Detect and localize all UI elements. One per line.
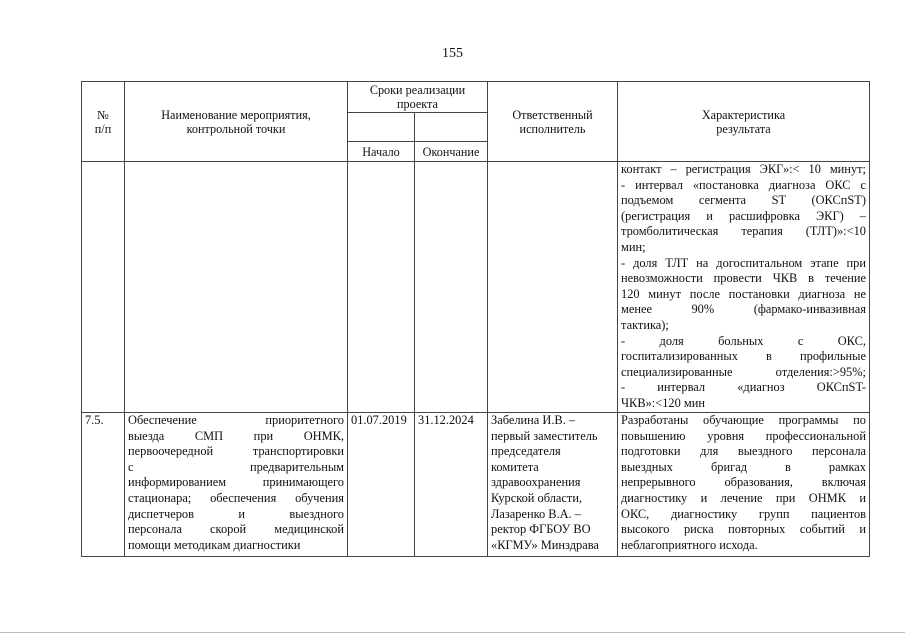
continuation-result-text xyxy=(621,162,866,412)
result-text-line: - доля больных с ОКС, xyxy=(621,333,866,348)
result-text-line: специализированные отделения:>95%; xyxy=(621,364,866,379)
page-bottom-edge xyxy=(0,632,905,633)
activity-text-line: помощи методикам диагностики xyxy=(128,537,301,552)
activity-text-line: с предварительным xyxy=(128,459,344,474)
result-text-line: госпитализированных в профильные xyxy=(621,349,866,364)
header-end: Окончание xyxy=(415,142,488,162)
result-text-line: менее 90% (фармако-инвазивная xyxy=(621,302,866,317)
row-result-text xyxy=(621,413,866,553)
header-start: Начало xyxy=(348,142,415,162)
result-text-line: ЧКВ»:<120 мин xyxy=(621,395,705,410)
table-header xyxy=(82,82,870,162)
result-text-line: - доля ТЛТ на догоспитальном этапе при xyxy=(621,255,866,270)
responsible-text-line: комитета xyxy=(491,459,539,474)
row-start-date: 01.07.2019 xyxy=(348,413,415,557)
page-number: 155 xyxy=(442,46,463,61)
result-text-line: мин; xyxy=(621,239,646,254)
activity-text-line: персонала скорой медицинской xyxy=(128,522,344,537)
result-text-line: ОКС, диагностику групп пациентов xyxy=(621,506,866,521)
result-text-line: 120 минут после постановки диагноза не xyxy=(621,286,866,301)
continuation-responsible-cell xyxy=(488,162,618,413)
responsible-text-line: Лазаренко В.А. – xyxy=(491,506,582,521)
responsible-text-line: первый заместитель xyxy=(491,428,598,443)
responsible-text-line: Курской области, xyxy=(491,490,583,505)
result-text-line: подготовки для выездного персонала xyxy=(621,444,866,459)
result-text-line: неблагоприятного исхода. xyxy=(621,537,758,552)
result-text-line: - интервал «диагноз ОКСпST- xyxy=(621,380,866,395)
result-text-line: (регистрация и расшифровка ЭКГ) – xyxy=(621,208,866,223)
header-timeline-spacer-start xyxy=(348,113,415,142)
table-row-continuation xyxy=(82,162,870,413)
header-result: Характеристика результата xyxy=(618,82,870,162)
result-text-line: контакт – регистрация ЭКГ»:< 10 минут; xyxy=(621,162,866,176)
activity-text-line: диспетчеров и выездного xyxy=(128,506,344,521)
row-result-cell xyxy=(618,413,870,557)
result-text-line: непрерывного образования, включая xyxy=(621,475,866,490)
responsible-text-line: председателя xyxy=(491,444,561,459)
result-text-line: подъемом сегмента ST (ОКСпST) xyxy=(621,193,866,208)
result-text-line: Разработаны обучающие программы по xyxy=(621,413,866,427)
row-activity-cell xyxy=(125,413,348,557)
activity-text-line: выезда СМП при ОНМК, xyxy=(128,428,344,443)
header-timeline: Сроки реализации проекта xyxy=(348,82,488,113)
result-text-line: повышению уровня профессиональной xyxy=(621,428,866,443)
responsible-text-line: ректор ФГБОУ ВО xyxy=(491,522,591,537)
result-text-line: невозможности провести ЧКВ в течение xyxy=(621,271,866,286)
header-activity-name: Наименование мероприятия, контрольной точки xyxy=(125,82,348,162)
activity-text-line: информированием принимающего xyxy=(128,475,344,490)
continuation-activity-cell xyxy=(125,162,348,413)
row-activity-text xyxy=(128,413,344,553)
activity-text-line: стационара; обеспечения обучения xyxy=(128,490,344,505)
table-row-7-5 xyxy=(82,413,870,557)
result-text-line: высокого риска повторных событий и xyxy=(621,522,866,537)
continuation-number-cell xyxy=(82,162,125,413)
row-number: 7.5. xyxy=(82,413,125,557)
continuation-end-cell xyxy=(415,162,488,413)
result-text-line: тактика); xyxy=(621,317,669,332)
responsible-text-line: Забелина И.В. – xyxy=(491,413,576,427)
plan-table xyxy=(81,81,870,557)
result-text-line: тромболитическая терапия (ТЛТ)»:<10 xyxy=(621,224,866,239)
result-text-line: диагностику и лечение при ОНМК и xyxy=(621,490,866,505)
header-timeline-spacer-end xyxy=(415,113,488,142)
result-text-line: - интервал «постановка диагноза ОКС с xyxy=(621,177,866,192)
header-number: № п/п xyxy=(82,82,125,162)
row-end-date: 31.12.2024 xyxy=(415,413,488,557)
continuation-result-cell xyxy=(618,162,870,413)
responsible-text-line: здравоохранения xyxy=(491,475,581,490)
activity-text-line: первоочередной транспортировки xyxy=(128,444,344,459)
continuation-start-cell xyxy=(348,162,415,413)
row-responsible-text xyxy=(491,413,614,553)
header-responsible: Ответственный исполнитель xyxy=(488,82,618,162)
row-responsible-cell xyxy=(488,413,618,557)
activity-text-line: Обеспечение приоритетного xyxy=(128,413,344,427)
result-text-line: выездных бригад в рамках xyxy=(621,459,866,474)
responsible-text-line: «КГМУ» Минздрава xyxy=(491,537,599,552)
